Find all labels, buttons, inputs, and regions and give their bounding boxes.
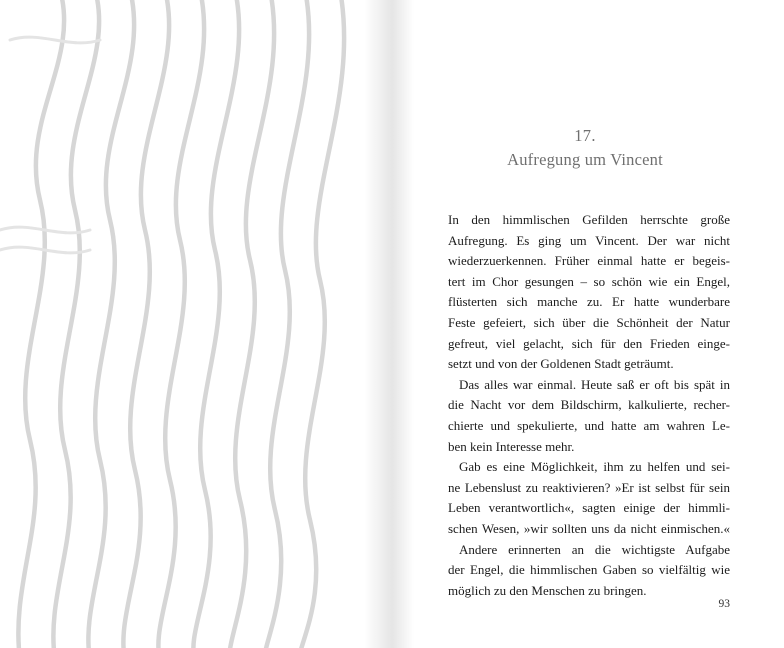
wave-line: [300, 0, 345, 648]
right-page: [392, 0, 784, 648]
text-line: schen Wesen, »wir sollten uns da nicht einmischen.«: [448, 520, 730, 536]
body-text: [448, 210, 730, 601]
text-line: ben kein Interesse mehr.: [448, 438, 575, 454]
wave-line-faint: [10, 37, 100, 43]
wave-line: [88, 0, 134, 648]
wave-line: [123, 0, 169, 648]
page-number: 93: [718, 598, 730, 610]
text-line: möglich zu den Menschen zu bringen.: [448, 582, 647, 598]
text-line: gefreut, viel gelacht, sich für den Frieden einge-: [448, 335, 730, 351]
text-line: Leben verantwortlich«, sagten einige der himmli-: [448, 500, 730, 516]
text-line: chierte und spekulierte, und hatte am wahren Le-: [448, 417, 730, 433]
text-line: Andere erinnerten an die wichtigste Aufgabe: [459, 541, 730, 557]
wave-line: [158, 0, 204, 648]
text-line: die Nacht vor dem Bildschirm, kalkulierte, recher-: [448, 397, 730, 413]
wave-line: [18, 0, 64, 648]
gutter-shadow-right: [392, 0, 414, 648]
text-line: In den himmlischen Gefilden herrschte große: [448, 212, 730, 227]
wave-line: [230, 0, 275, 648]
chapter-title: Aufregung um Vincent: [507, 150, 663, 169]
text-line: Feste gefeiert, sich über die Schönheit der Natur: [448, 314, 730, 330]
text-line: der Engel, die himmlischen Gaben so vielfältig wie: [448, 562, 730, 578]
text-line: wiederzuerkennen. Früher einmal hatte er begeis-: [448, 253, 730, 269]
wave-line: [265, 0, 310, 648]
text-line: tert im Chor gesungen – so schön wie ein Engel,: [448, 273, 730, 289]
text-line: Gab es eine Möglichkeit, ihm zu helfen und sei-: [459, 459, 730, 475]
chapter-number: 17.: [574, 126, 596, 145]
wave-line: [193, 0, 239, 648]
text-line: Aufregung. Es ging um Vincent. Der war nicht: [448, 232, 730, 248]
gutter-shadow-left: [364, 0, 392, 648]
text-line: setzt und von der Goldenen Stadt geträumt.: [448, 356, 674, 372]
text-line: Das alles war einmal. Heute saß er oft bis spät in: [459, 376, 730, 392]
text-line: flüsterten sich manche zu. Er hatte wunderbare: [448, 294, 730, 310]
wave-line: [53, 0, 99, 648]
text-line: ne Lebenslust zu reaktivieren? »Er ist selbst für sein: [448, 479, 730, 495]
